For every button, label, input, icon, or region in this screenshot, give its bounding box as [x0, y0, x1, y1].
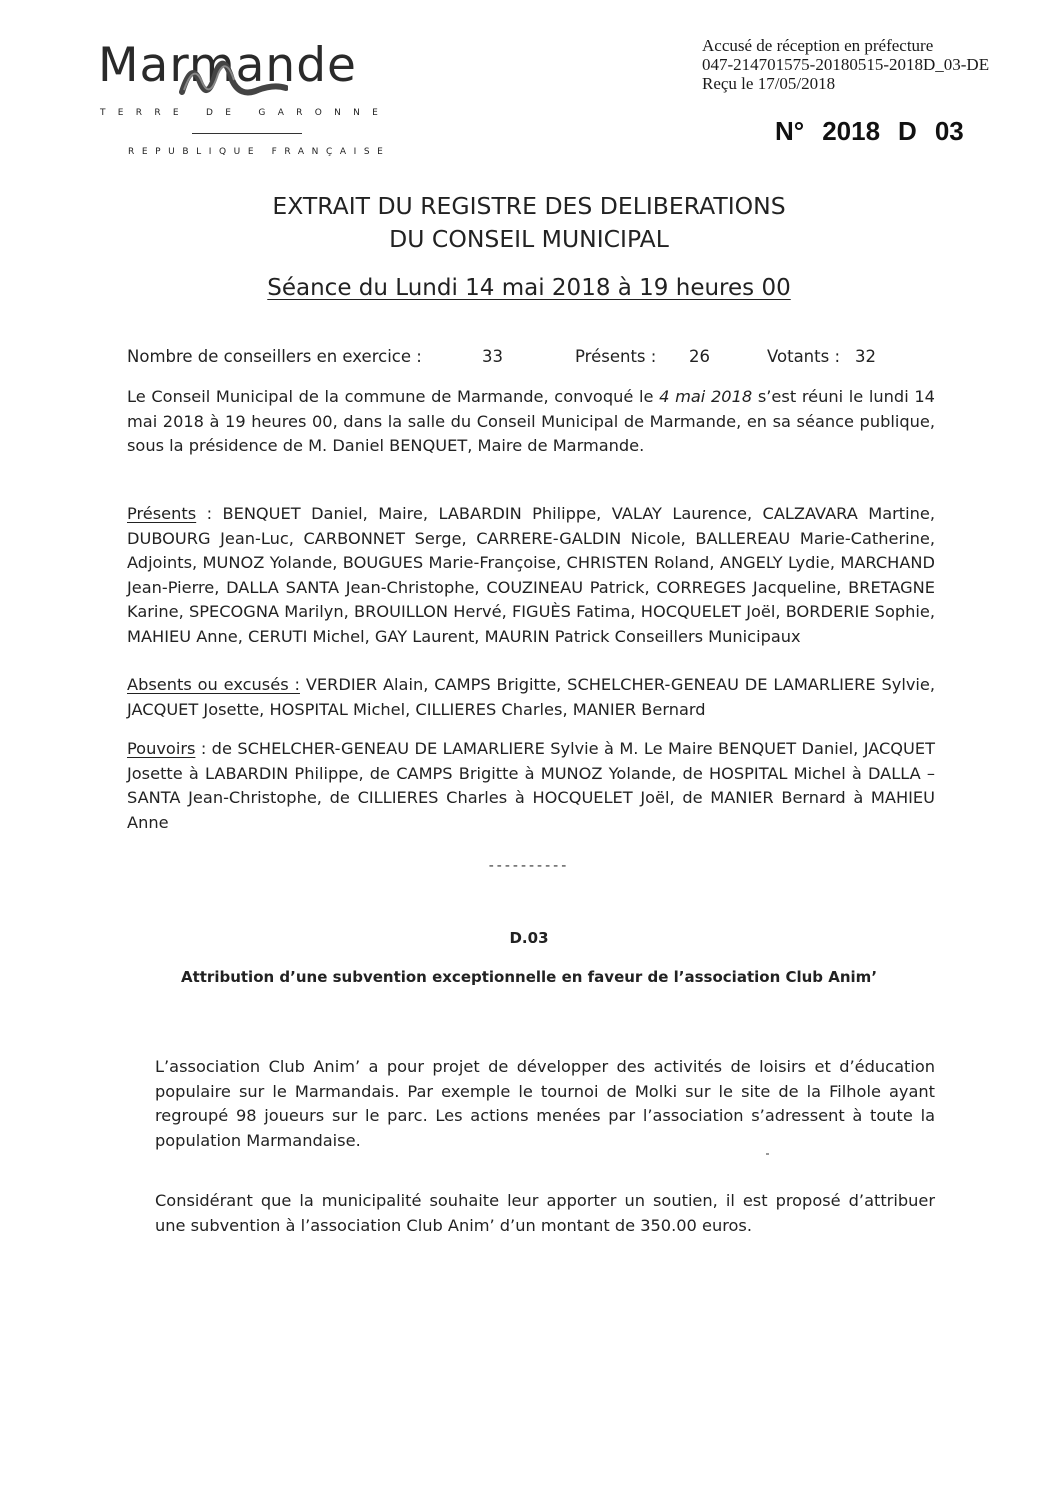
document-title-line-1: EXTRAIT DU REGISTRE DES DELIBERATIONS — [272, 192, 786, 220]
document-title-line-2: DU CONSEIL MUNICIPAL — [389, 225, 669, 253]
section-separator: ---------- — [488, 858, 570, 874]
intro-text-2: s’est réuni le lundi 14 mai 2018 à 19 heures 00, dans la salle du Conseil Municipal de Marmande, en sa séance publique, sous la présidence de M. Daniel BENQUET, Maire de Marmande. — [127, 387, 935, 455]
presents-label: Présents : — [575, 347, 657, 366]
number-year: 2018 — [822, 116, 881, 146]
votants-value: 32 — [855, 347, 876, 366]
pouvoirs-list: : de SCHELCHER-GENEAU DE LAMARLIERE Sylvie à M. Le Maire BENQUET Daniel, JACQUET Josette à LABARDIN Philippe, de CAMPS Brigitte à MUNOZ Yolande, de HOSPITAL Michel à DALLA – SANTA Jean-Christophe, de CILLIERES Charles à HOCQUELET Joël, de MANIER Bernard à MAHIEU Anne — [127, 739, 935, 832]
stamp-line-2: 047-214701575-20180515-2018D_03-DE — [702, 55, 990, 74]
pouvoirs-label: Pouvoirs — [127, 739, 196, 758]
deliberation-title: Attribution d’une subvention exceptionnelle en faveur de l’association Club Anim’ — [180, 968, 878, 986]
scan-speck — [766, 1153, 769, 1155]
deliberation-paragraph-2: Considérant que la municipalité souhaite leur apporter un soutien, il est proposé d’attribuer une subvention à l’association Club Anim’ d’un montant de 350.00 euros. — [155, 1191, 935, 1235]
number-value: 03 — [934, 116, 964, 146]
logo-tagline: TERRE DE GARONNE — [100, 108, 391, 118]
reception-stamp — [702, 36, 989, 93]
council-counts — [127, 347, 887, 371]
deliberation-number — [775, 116, 964, 147]
stamp-line-3: Reçu le 17/05/2018 — [702, 74, 836, 93]
convocation-date: 4 mai 2018 — [659, 387, 753, 406]
session-text: Séance du Lundi 14 mai 2018 à 19 heures 00 — [267, 275, 791, 301]
logo-divider — [192, 133, 302, 134]
pouvoirs-paragraph — [127, 737, 935, 835]
votants-label: Votants : — [767, 347, 841, 366]
presents-list: : BENQUET Daniel, Maire, LABARDIN Philippe, VALAY Laurence, CALZAVARA Martine, DUBOURG Jean-Luc, CARBONNET Serge, CARRERE-GALDIN Nicole, BALLEREAU Marie-Catherine, Adjoints, MUNOZ Yolande, BOUGUES Marie-Françoise, CHRISTEN Roland, ANGELY Lydie, MARCHAND Jean-Pierre, DALLA SANTA Jean-Christophe, COUZINEAU Patrick, CORREGES Jacqueline, BRETAGNE Karine, SPECOGNA Marilyn, BROUILLON Hervé, FIGUÈS Fatima, HOCQUELET Joël, BORDERIE Sophie, MAHIEU Anne, CERUTI Michel, GAY Laurent, MAURIN Patrick Conseillers Municipaux — [127, 504, 935, 646]
logo-republic: REPUBLIQUE FRANÇAISE — [128, 147, 391, 157]
deliberation-paragraph-1: L’association Club Anim’ a pour projet de développer des activités de loisirs et d’éducation populaire sur le Marmandais. Par exemple le tournoi de Molki sur le site de la Filhole ayant regroupé 98 joueurs sur le parc. Les actions menées par l’association s’adressent à toute la population Marmandaise. — [155, 1057, 935, 1150]
presents-paragraph — [127, 502, 935, 649]
presents-label: Présents — [127, 504, 197, 523]
session-heading — [0, 275, 1058, 301]
intro-text-1: Le Conseil Municipal de la commune de Marmande, convoqué le — [127, 387, 660, 406]
exercice-label: Nombre de conseillers en exercice : — [127, 347, 422, 366]
exercice-value: 33 — [482, 347, 503, 366]
number-prefix: N° — [775, 116, 805, 146]
intro-paragraph — [127, 385, 935, 459]
number-letter: D — [898, 116, 917, 146]
absents-list: VERDIER Alain, CAMPS Brigitte, SCHELCHER-GENEAU DE LAMARLIERE Sylvie, JACQUET Josette, HOSPITAL Michel, CILLIERES Charles, MANIER Bernard — [127, 675, 935, 719]
presents-value: 26 — [689, 347, 710, 366]
absents-label: Absents ou excusés : — [127, 675, 300, 694]
stamp-line-1: Accusé de réception en préfecture — [702, 36, 934, 55]
deliberation-code: D.03 — [509, 929, 549, 947]
logo-wave-icon — [178, 52, 288, 100]
absents-paragraph — [127, 673, 935, 722]
logo-wordmark: Marmande — [98, 38, 357, 93]
